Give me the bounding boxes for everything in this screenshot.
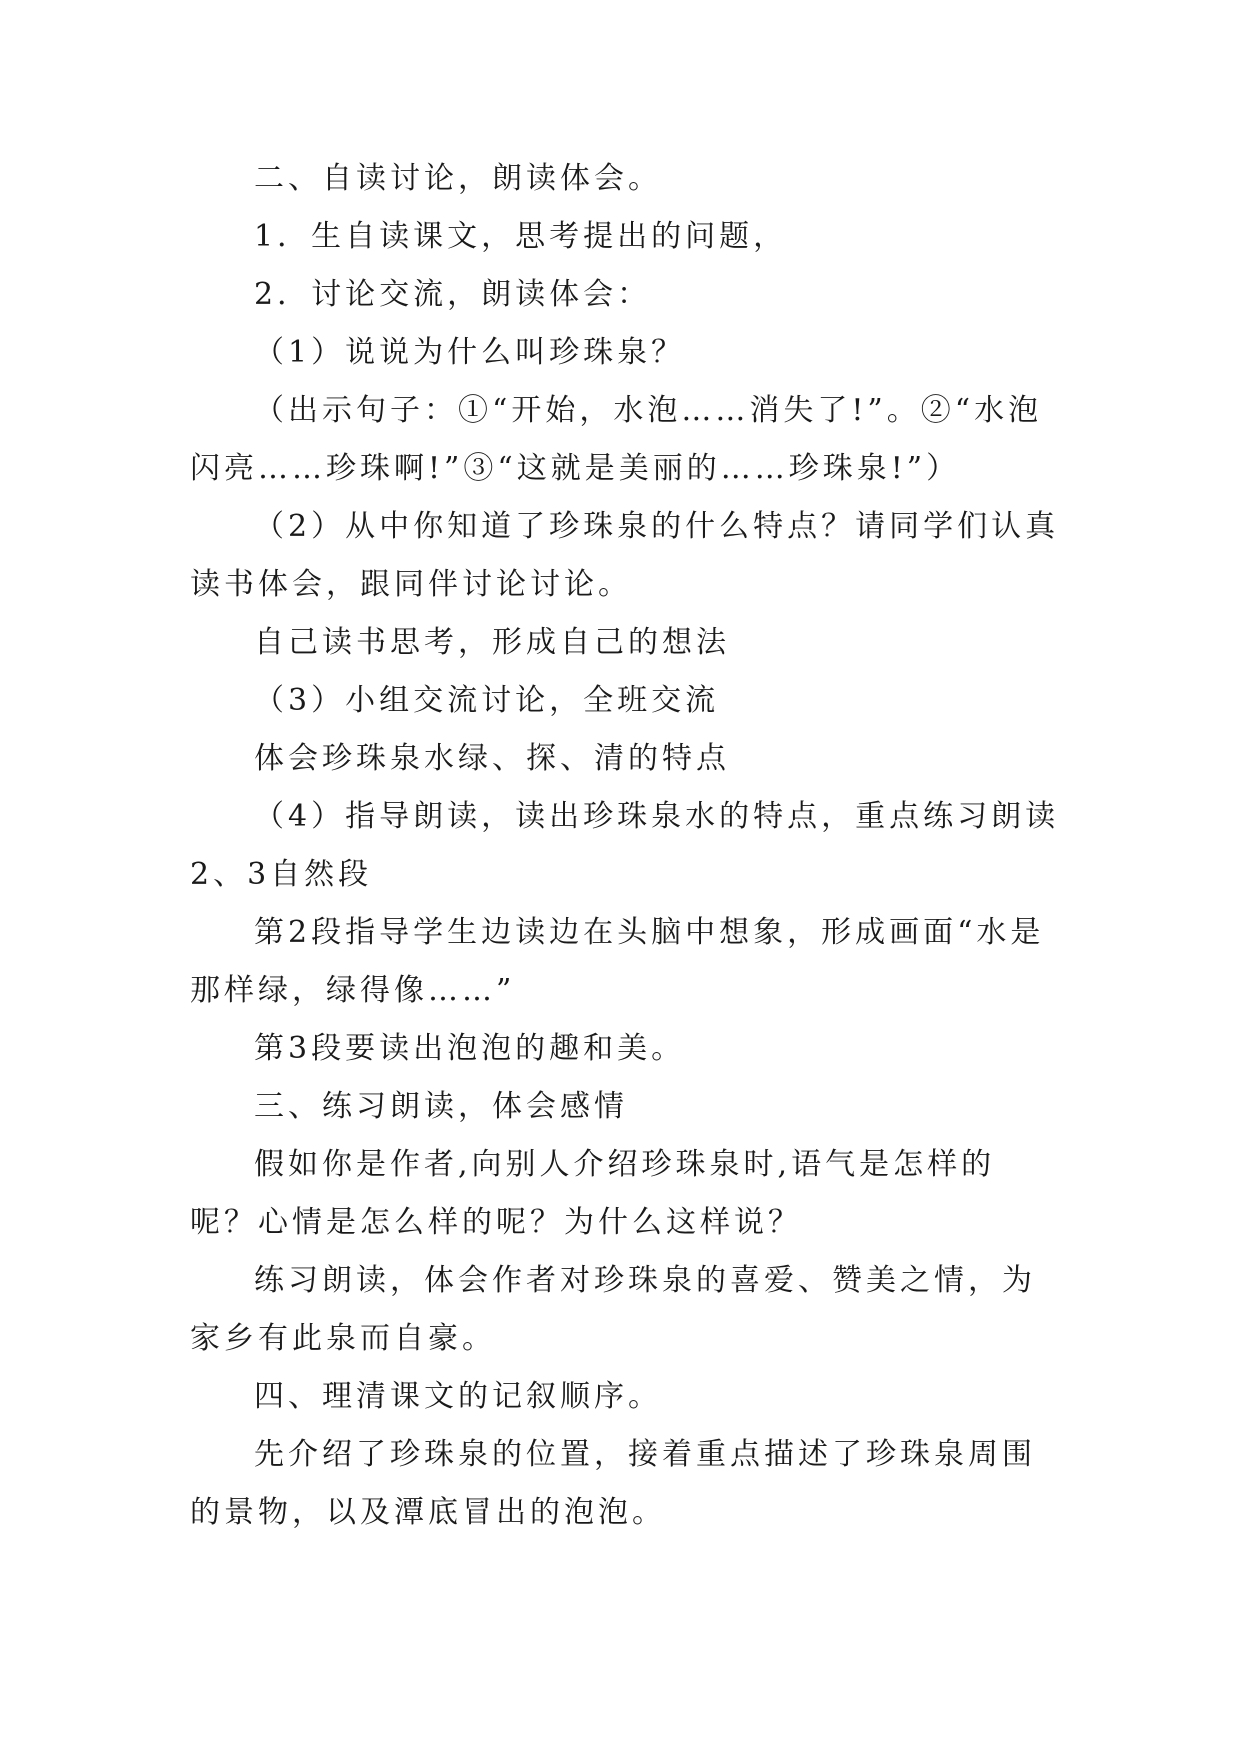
paragraph: 二、自读讨论，朗读体会。 xyxy=(254,161,662,196)
paragraph: （1）说说为什么叫珍珠泉？ xyxy=(254,335,686,370)
paragraph: 三、练习朗读，体会感情 xyxy=(254,1089,628,1124)
paragraph: 先介绍了珍珠泉的位置，接着重点描述了珍珠泉周围的景物，以及潭底冒出的泡泡。 xyxy=(190,1437,1036,1530)
paragraph: 假如你是作者,向别人介绍珍珠泉时,语气是怎样的呢？心情是怎么样的呢？为什么这样说？ xyxy=(190,1147,996,1240)
paragraph: 1．生自读课文，思考提出的问题， xyxy=(254,219,788,254)
paragraph: （3）小组交流讨论，全班交流 xyxy=(254,683,720,718)
paragraph: 自己读书思考，形成自己的想法 xyxy=(254,625,730,660)
paragraph: （2）从中你知道了珍珠泉的什么特点？请同学们认真读书体会，跟同伴讨论讨论。 xyxy=(190,509,1060,602)
paragraph: 练习朗读，体会作者对珍珠泉的喜爱、赞美之情，为家乡有此泉而自豪。 xyxy=(190,1263,1036,1356)
paragraph: 第3段要读出泡泡的趣和美。 xyxy=(254,1031,686,1066)
paragraph: 2．讨论交流，朗读体会： xyxy=(254,277,652,312)
paragraph: 四、理清课文的记叙顺序。 xyxy=(254,1379,662,1414)
paragraph: （出示句子：①“开始，水泡……消失了!”。②“水泡闪亮……珍珠啊!”③“这就是美丽的……珍珠泉!”） xyxy=(190,393,1043,486)
document-body xyxy=(190,150,1060,1542)
paragraph: （4）指导朗读，读出珍珠泉水的特点，重点练习朗读2、3自然段 xyxy=(190,799,1060,892)
paragraph: 体会珍珠泉水绿、探、清的特点 xyxy=(254,741,730,776)
paragraph: 第2段指导学生边读边在头脑中想象，形成画面“水是那样绿，绿得像……” xyxy=(190,915,1045,1008)
